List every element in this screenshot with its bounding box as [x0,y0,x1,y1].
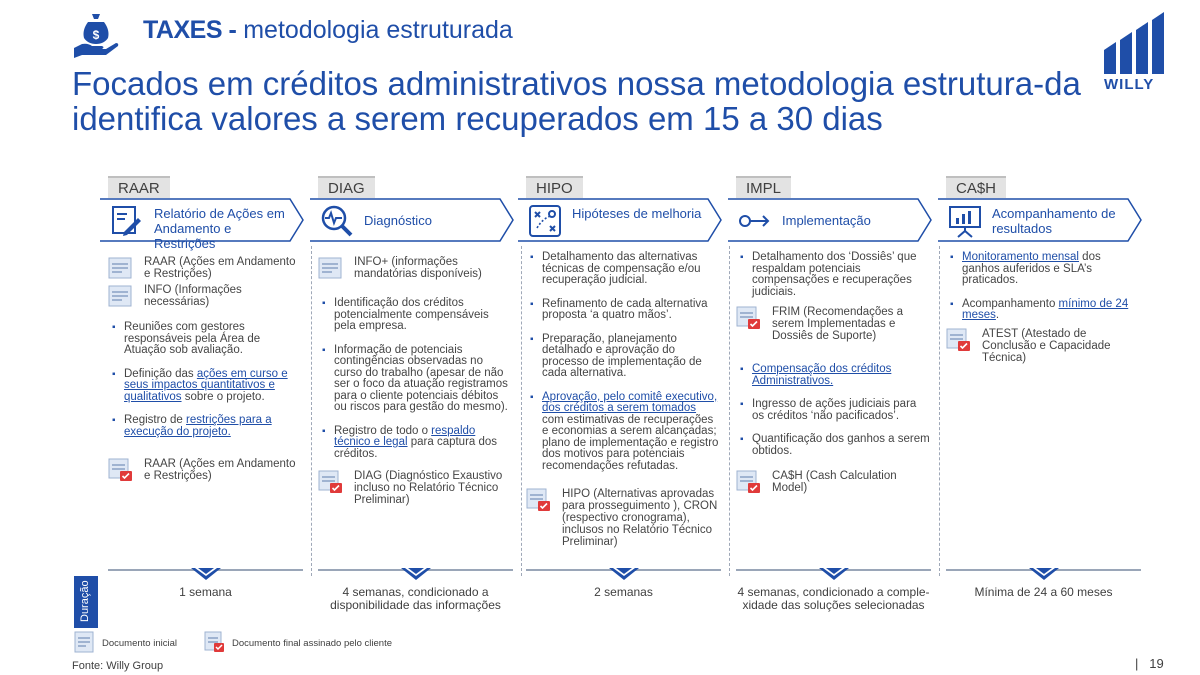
list-item [112,369,302,404]
list-item [322,426,512,461]
list-item [322,345,512,414]
duration-chevron-icon [819,568,849,582]
document-final-icon [736,470,760,494]
item-text: Detalhamento das alternativas técnicas de compensação e/ou recuperação judicial. [542,251,701,286]
item-text: Preparação, planejamento detalhado e aprovação do processo de implementação de cada alternativa. [542,332,702,379]
item-text: com estimativas de recuperações e economias a serem alcançadas; plano de implementação e registro dos motivos para potenciais recomendações refutadas. [542,413,719,472]
document-label: INFO+ (informações mandatórias disponíveis) [354,256,482,280]
item-text: para captura dos créditos. [334,436,498,460]
kicker-strong: TAXES - [143,16,237,44]
page-title: Focados em créditos administrativos nossa metodologia estrutura-da identifica valores a serem recuperados em 15 a 30 dias [72,65,1081,137]
phase-cash [946,176,1151,616]
document-label: ATEST (Atestado de Conclusão e Capacidade Técnica) [982,328,1111,364]
highlight-text: restrições para a execução do projeto. [124,414,272,438]
bullet-list [740,252,930,310]
document-label: CA$H (Cash Calculation Model) [772,470,897,494]
item-text: Ingresso de ações judiciais para os créditos ‘não pacificados’. [752,398,917,422]
phase-hipo [526,176,731,616]
list-item [740,434,930,457]
duration-text: 2 semanas [594,585,653,599]
duration-text: 1 semana [179,585,232,599]
document-initial-icon [74,631,94,653]
highlight-text: Compensação dos créditos Administrativos. [752,363,892,387]
document-label: INFO (Informações necessárias) [144,284,242,308]
item-text: Informação de potenciais contingências observadas no curso do trabalho (apesar de não ser o foco da atuação registramos para o cliente potenciais débitos ou riscos para gestão do mesmo). [334,343,508,413]
document-label: RAAR (Ações em Andamento e Restrições) [144,458,296,482]
highlight-text: Monitoramento mensal [962,251,1079,263]
magnifier-pulse-icon [320,204,354,238]
presentation-chart-icon [948,204,982,238]
phase-separator [729,246,730,576]
bullet-list [322,298,512,472]
money-hand-icon [72,10,120,58]
highlight-text: respaldo técnico e legal [334,424,476,448]
bullet-list [530,252,720,484]
duration-chevron-icon [609,568,639,582]
document-final-icon [318,470,342,494]
document-label: HIPO (Alternativas aprovadas para prosseguimento ), CRON (respectivo cronograma), inclusos no Relatório Técnico Preliminar) [562,488,718,548]
item-text: Refinamento de cada alternativa proposta ‘a quatro mãos’. [542,297,708,321]
document-final-icon [946,328,970,352]
document-final-icon [108,458,132,482]
document-label: RAAR (Ações em Andamento e Restrições) [144,256,296,280]
list-item [740,399,930,422]
phase-separator [939,246,940,576]
item-text: Quantificação dos ganhos a serem obtidos. [752,433,930,457]
duration-chevron-icon [191,568,221,582]
duration-text: Mínima de 24 a 60 meses [974,585,1113,599]
item-text: Definição das [124,367,197,380]
logo-text: WILLY [1104,76,1155,93]
phase-tab[interactable]: IMPL [736,176,791,198]
phase-diag [318,176,523,616]
legend-initial: Documento inicial [102,638,177,649]
item-text: dos ganhos auferidos e SLA’s praticados. [962,251,1101,286]
phase-tab[interactable]: CA$H [946,176,1006,198]
list-item [530,299,720,322]
list-item [740,364,930,387]
phase-impl [736,176,941,616]
list-item [530,334,720,380]
source-note: Fonte: Willy Group [72,660,164,672]
phase-tab[interactable]: RAAR [108,176,170,198]
item-text: Detalhamento dos ‘Dossiês’ que respaldam potenciais compensações e recuperações judiciais. [752,251,917,298]
item-text: sobre o projeto. [181,390,265,403]
document-initial-icon [108,284,132,308]
bullet-list [950,252,1140,334]
phase-separator [521,246,522,576]
item-text: Registro de todo o [334,424,432,437]
list-item [112,415,302,438]
bullet-list [112,322,302,450]
list-item [322,298,512,333]
list-item [530,252,720,287]
highlight-text: mínimo de 24 meses [962,297,1129,321]
highlight-text: ações em curso e seus impactos quantitativos e qualitativos [124,367,288,403]
duration-chevron-icon [401,568,431,582]
duration-text: 4 semanas, condicionado a disponibilidade das informações [330,585,501,612]
duration-text: 4 semanas, condicionado a comple-xidade das soluções selecionadas [737,585,930,612]
page-number-value: 19 [1149,656,1164,671]
list-item [740,252,930,298]
document-pencil-icon [110,204,144,238]
document-label: DIAG (Diagnóstico Exaustivo incluso no Relatório Técnico Preliminar) [354,470,503,506]
duration-side-label [74,576,98,628]
phase-title: Acompanhamento de resultados [992,206,1116,236]
document-final-icon [736,306,760,330]
duration-label: Duração [79,580,91,622]
phase-title: Hipóteses de melhoria [572,206,702,221]
phase-tab[interactable]: DIAG [318,176,375,198]
phase-title: Relatório de Ações em Andamento e Restrições [154,206,285,251]
list-item [950,299,1140,322]
phase-title: Implementação [782,213,871,228]
item-text: Registro de [124,414,187,426]
strategy-board-icon [528,204,562,238]
document-label: FRIM (Recomendações a serem Implementadas e Dossiês de Suporte) [772,306,904,342]
item-text: . [995,309,1000,321]
duration-chevron-icon [1029,568,1059,582]
phase-raar [108,176,313,616]
item-text: Reuniões com gestores responsáveis pela Área de Atuação sob avaliação. [124,321,261,356]
legend-final: Documento final assinado pelo cliente [232,638,393,649]
kicker-light: metodologia estruturada [236,16,513,44]
item-text: Acompanhamento [962,297,1059,310]
document-initial-icon [318,256,342,280]
list-item [112,322,302,357]
document-final-icon [204,631,224,653]
list-item [530,392,720,473]
phase-separator [311,246,312,576]
circle-arrow-icon [738,204,772,238]
phase-title: Diagnóstico [364,213,432,228]
svg-text:$: $ [92,28,100,42]
header-kicker [143,16,513,45]
item-text: Identificação dos créditos potencialmente compensáveis pela empresa. [334,297,489,332]
document-initial-icon [108,256,132,280]
bullet-list-2 [740,364,930,469]
page-number: | 19 [1135,656,1164,671]
phase-tab[interactable]: HIPO [526,176,583,198]
document-final-icon [526,488,550,512]
list-item [950,252,1140,287]
highlight-text: Aprovação, pelo comitê executivo, dos créditos a serem tomados [542,390,718,414]
